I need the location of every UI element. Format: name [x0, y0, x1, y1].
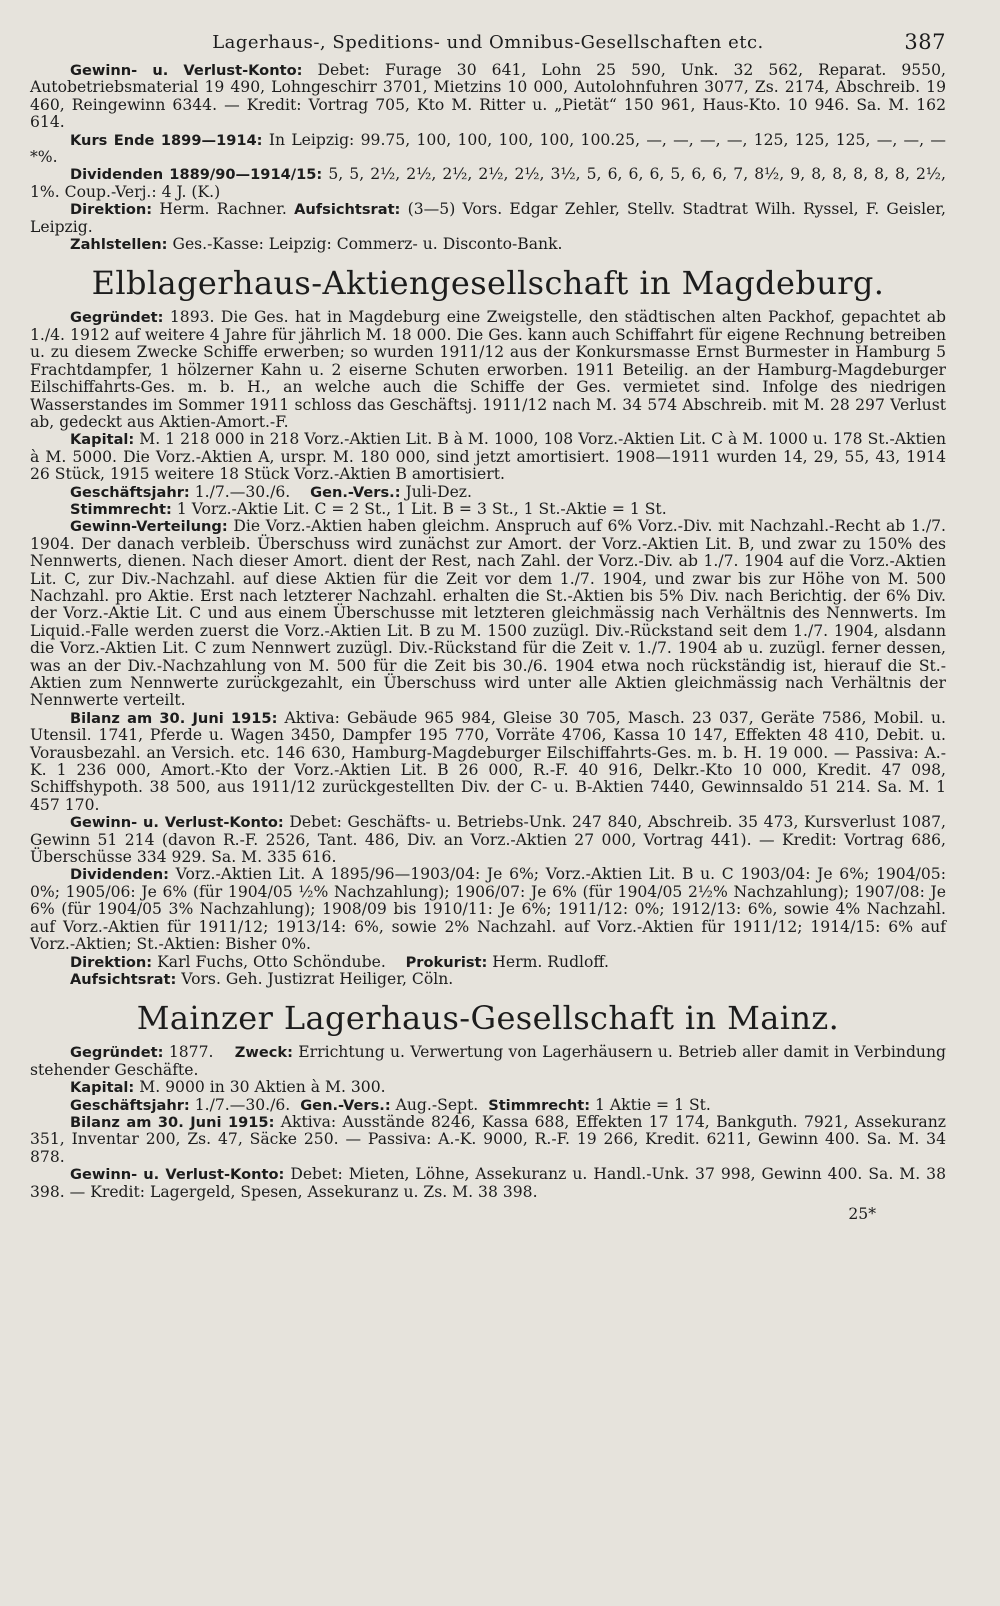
- dividends-label: Dividenden:: [70, 866, 169, 884]
- capital-text: M. 1 218 000 in 218 Vorz.-Aktien Lit. B à M. 1000, 108 Vorz.-Aktien Lit. C à M. 1000 u. 178 St.-Aktien à M. 5000. Die Vorz.-Aktien A, urspr. M. 180 000, sind jetzt amortisiert. 1908—1911 wurden 14, 29, 55, 43, 1914 26 Stück, 1915 weitere 18 Stück Vorz.-Aktien B amortisiert.: [30, 430, 946, 484]
- paying-agents-paragraph: [30, 236, 946, 253]
- balance-paragraph: [30, 710, 946, 814]
- previous-company-entry: [30, 62, 946, 253]
- printer-signature: 25*: [848, 1204, 876, 1223]
- profit-loss-label: Gewinn- u. Verlust-Konto:: [70, 1166, 285, 1184]
- fiscal-year-label: Geschäftsjahr:: [70, 483, 190, 501]
- supervisory-board-label: Aufsichtsrat:: [70, 970, 177, 988]
- voting-text: 1 Vorz.-Aktie Lit. C = 2 St., 1 Lit. B = 3 St., 1 St.-Aktie = 1 St.: [176, 499, 667, 518]
- capital-label: Kapital:: [70, 431, 135, 449]
- management-text: Karl Fuchs, Otto Schöndube.: [157, 952, 386, 971]
- purpose-text: Errichtung u. Verwertung von Lagerhäusern u. Betrieb aller damit in Verbindung stehender Geschäfte.: [30, 1043, 947, 1079]
- purpose-label: Zweck:: [234, 1044, 293, 1062]
- management-label: Direktion:: [70, 953, 153, 971]
- mainzer-lagerhaus-entry: [30, 998, 946, 1201]
- company-heading: Mainzer Lagerhaus-Gesellschaft in Mainz.: [136, 999, 840, 1038]
- profit-loss-text: Debet: Furage 30 641, Lohn 25 590, Unk. 32 562, Reparat. 9550, Autobetriebsmaterial 19 490, Lohngeschirr 3701, Mietzins 10 000, Autolohnfuhren 3077, Zs. 2174, Abschreib. 19 460, Reingewinn 6344. — Kredit: Vortrag 705, Kto M. Ritter u. „Pietät“ 150 961, Haus-Kto. 10 946. Sa. M. 162 614.: [30, 61, 946, 132]
- supervisory-board-text: Vors. Geh. Justizrat Heiliger, Cöln.: [181, 969, 454, 988]
- fiscal-year-label: Geschäftsjahr:: [70, 1096, 190, 1114]
- board-paragraph: [30, 201, 946, 236]
- general-meeting-text: Aug.-Sept.: [395, 1095, 479, 1114]
- fiscal-year-paragraph: [30, 484, 946, 501]
- profit-distribution-paragraph: [30, 518, 946, 709]
- supervisory-board-label: Aufsichtsrat:: [294, 201, 401, 219]
- dividends-paragraph: [30, 166, 946, 201]
- balance-text: Aktiva: Gebäude 965 984, Gleise 30 705, Masch. 23 037, Geräte 7586, Mobil. u. Utensil. 1741, Pferde u. Wagen 3450, Dampfer 195 770, Vorräte 4706, Kassa 10 147, Effekten 48 410, Debit. u. Vorausbezahl. an Versich. etc. 146 630, Hamburg-Magdeburger Eilschiffahrts-Ges. m. b. H. 19 000. — Passiva: A.-K. 1 236 000, Amort.-Kto der Vorz.-Aktien Lit. B 26 000, R.-F. 40 916, Delkr.-Kto 10 000, Kredit. 47 098, Schiffshypoth. 38 500, aus 1911/12 zurückgestellten Div. der C- u. B-Aktien 7440, Gewinnsaldo 51 214. Sa. M. 1 457 170.: [30, 708, 946, 814]
- general-meeting-label: Gen.-Vers.:: [310, 483, 401, 501]
- fiscal-year-paragraph: [30, 1097, 946, 1114]
- management-text: Herm. Rachner.: [159, 200, 287, 219]
- supervisory-board-text: (3—5) Vors. Edgar Zehler, Stellv. Stadtrat Wilh. Ryssel, F. Geisler, Leipzig.: [30, 200, 946, 236]
- supervisory-board-paragraph: [30, 971, 946, 988]
- profit-loss-paragraph: [30, 62, 946, 132]
- dividends-label: Dividenden 1889/90—1914/15:: [70, 166, 323, 184]
- price-text: In Leipzig: 99.75, 100, 100, 100, 100, 100.25, —, —, —, —, 125, 125, 125, —, —, —*%.: [30, 130, 946, 167]
- fiscal-year-text: 1./7.—30./6.: [194, 482, 291, 501]
- voting-text: 1 Aktie = 1 St.: [595, 1095, 711, 1114]
- founded-text: 1893. Die Ges. hat in Magdeburg eine Zweigstelle, den städtischen alten Packhof, gepachtet ab 1./4. 1912 auf weitere 4 Jahre für jährlich M. 18 000. Die Ges. kann auch Schiffahrt für eigene Rechnung betreiben u. zu diesem Zwecke Schiffe erwerben; so wurden 1911/12 aus der Konkursmasse Ernst Burmester in Hamburg 5 Frachtdampfer, 1 hölzerner Kahn u. 2 eiserne Schuten erworben. 1911 Beteilig. an der Hamburg-Magdeburger Eilschiffahrts-Ges. m. b. H., an welche auch die Schiffe der Ges. vermietet sind. Infolge des niedrigen Wasserstandes im Sommer 1911 schloss das Geschäftsj. 1911/12 nach M. 34 574 Abschreib. mit M. 28 297 Verlust ab, gedeckt aus Aktien-Amort.-F.: [30, 308, 946, 431]
- paying-agents-text: Ges.-Kasse: Leipzig: Commerz- u. Disconto-Bank.: [172, 235, 563, 254]
- balance-paragraph: [30, 1114, 946, 1166]
- dividends-text: 5, 5, 2½, 2½, 2½, 2½, 2½, 3½, 5, 6, 6, 6, 5, 6, 6, 7, 8½, 9, 8, 8, 8, 8, 8, 2½, 1%. Coup.-Verj.: 4 J. (K.): [30, 165, 946, 201]
- dividends-paragraph: [30, 866, 946, 953]
- profit-distribution-label: Gewinn-Verteilung:: [70, 518, 228, 536]
- capital-paragraph: [30, 1079, 946, 1096]
- elblagerhaus-entry: [30, 263, 946, 988]
- voting-label: Stimmrecht:: [70, 500, 172, 518]
- running-head: [30, 26, 946, 62]
- general-meeting-label: Gen.-Vers.:: [300, 1096, 391, 1114]
- balance-label: Bilanz am 30. Juni 1915:: [70, 1113, 275, 1131]
- founded-text: 1877.: [168, 1043, 214, 1062]
- fiscal-year-text: 1./7.—30./6.: [194, 1095, 291, 1114]
- page-number: 387: [904, 30, 946, 54]
- capital-label: Kapital:: [70, 1079, 135, 1097]
- balance-label: Bilanz am 30. Juni 1915:: [70, 709, 278, 727]
- management-label: Direktion:: [70, 201, 153, 219]
- profit-loss-text: Debet: Geschäfts- u. Betriebs-Unk. 247 840, Abschreib. 35 473, Kursverlust 1087, Gewinn 51 214 (davon R.-F. 2526, Tant. 486, Div. an Vorz.-Aktien 27 000, Vortrag 441). — Kredit: Vortrag 686, Überschüsse 334 929. Sa. M. 335 616.: [30, 813, 946, 867]
- balance-text: Aktiva: Ausstände 8246, Kassa 688, Effekten 17 174, Bankguth. 7921, Assekuranz 351, Inventar 200, Zs. 47, Säcke 250. — Passiva: A.-K. 9000, R.-F. 19 266, Kredit. 6211, Gewinn 400. Sa. M. 34 878.: [30, 1112, 946, 1166]
- profit-loss-label: Gewinn- u. Verlust-Konto:: [70, 62, 303, 79]
- capital-paragraph: [30, 431, 946, 483]
- founded-paragraph: [30, 309, 946, 431]
- general-meeting-text: Juli-Dez.: [405, 482, 472, 501]
- dividends-text: Vorz.-Aktien Lit. A 1895/96—1903/04: Je 6%; Vorz.-Aktien Lit. B u. C 1903/04: Je 6%; 1904/05: 0%; 1905/06: Je 6% (für 1904/05 ½% Nachzahlung); 1906/07: Je 6% (für 1904/05 2½% Nachzahlung); 1907/08: Je 6% (für 1904/05 3% Nachzahlung); 1908/09 bis 1910/11: Je 6%; 1911/12: 0%; 1912/13: 6%, sowie 4% Nachzahl. auf Vorz.-Aktien für 1911/12; 1913/14: 6%, sowie 2% Nachzahl. auf Vorz.-Aktien für 1911/12; 1914/15: 6% auf Vorz.-Aktien; St.-Aktien: Bisher 0%.: [30, 865, 946, 954]
- profit-loss-paragraph: [30, 814, 946, 866]
- management-paragraph: [30, 954, 946, 971]
- founded-paragraph: [30, 1044, 946, 1079]
- company-heading: Elblagerhaus-Aktiengesellschaft in Magdeburg.: [91, 264, 885, 303]
- price-paragraph: [30, 132, 946, 167]
- authorized-officer-text: Herm. Rudloff.: [492, 952, 609, 971]
- capital-text: M. 9000 in 30 Aktien à M. 300.: [139, 1078, 386, 1097]
- voting-paragraph: [30, 501, 946, 518]
- voting-label: Stimmrecht:: [488, 1096, 591, 1114]
- running-title: Lagerhaus-, Speditions- und Omnibus-Gesellschaften etc.: [212, 32, 764, 53]
- founded-label: Gegründet:: [70, 1044, 164, 1062]
- profit-loss-label: Gewinn- u. Verlust-Konto:: [70, 814, 284, 832]
- paying-agents-label: Zahlstellen:: [70, 236, 168, 254]
- profit-distribution-text: Die Vorz.-Aktien haben gleichm. Anspruch auf 6% Vorz.-Div. mit Nachzahl.-Recht ab 1./7. 1904. Der danach verbleib. Überschuss wird zunächst zur Amort. der Vorz.-Aktien Lit. B, und zwar zu 150% des Nennwerts, dienen. Nach dieser Amort. dient der Rest, nach Zahl. der Vorz.-Div. ab 1./7. 1904 auf die Vorz.-Aktien Lit. C, zur Div.-Nachzahl. auf diese Aktien für die Zeit vor dem 1./7. 1904, und zwar bis zur Höhe von M. 500 Nachzahl. pro Aktie. Erst nach letzterer Nachzahl. erhalten die St.-Aktien bis 5% Div. nach Berichtig. der 6% Div. der Vorz.-Aktie Lit. C und aus einem Überschusse mit letzteren gleichmässig nach Verhältnis des Nennwerts. Im Liquid.-Falle werden zuerst die Vorz.-Aktien Lit. B zu M. 1500 zuzügl. Div.-Rückstand seit dem 1./7. 1904, alsdann die Vorz.-Aktien Lit. C zum Nennwert zuzügl. Div.-Rückstand für die Zeit v. 1./7. 1904 ab u. zuzügl. ferner dessen, was an der Div.-Nachzahlung von M. 500 für die Zeit bis 30./6. 1904 etwa noch rückständig ist, hierauf die St.-Aktien zum Nennwerte zurückgezahlt, ein Überschuss wird unter alle Aktien gleichmässig nach Verhältnis der Nennwerte verteilt.: [30, 517, 946, 710]
- authorized-officer-label: Prokurist:: [405, 953, 488, 971]
- profit-loss-paragraph: [30, 1166, 946, 1201]
- founded-label: Gegründet:: [70, 309, 164, 327]
- profit-loss-text: Debet: Mieten, Löhne, Assekuranz u. Handl.-Unk. 37 998, Gewinn 400. Sa. M. 38 398. — Kredit: Lagergeld, Spesen, Assekuranz u. Zs. M. 38 398.: [30, 1165, 946, 1201]
- price-label: Kurs Ende 1899—1914:: [70, 131, 263, 149]
